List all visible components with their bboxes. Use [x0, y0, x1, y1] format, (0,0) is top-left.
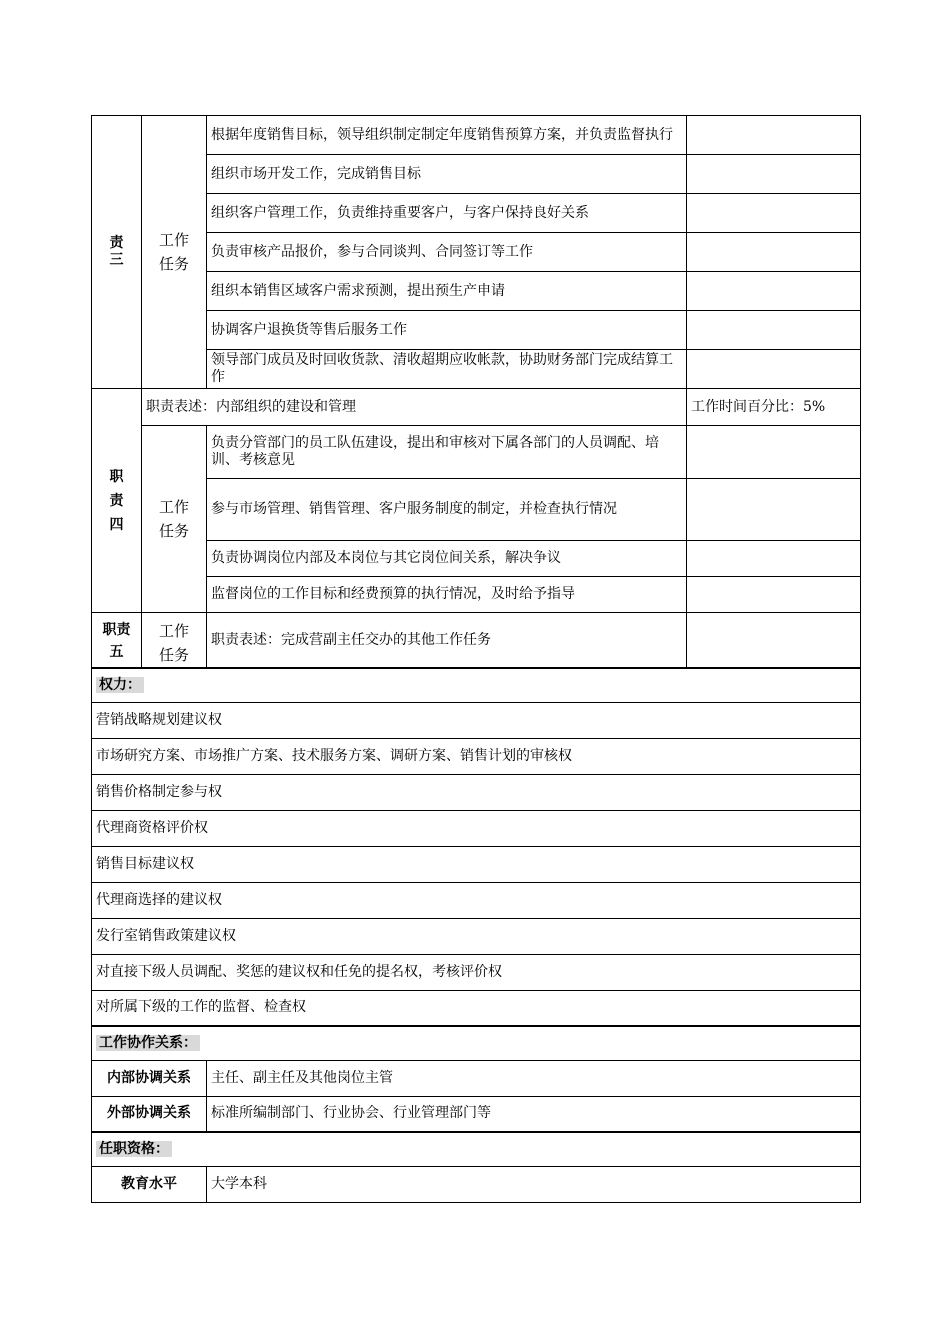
- duty3-task: 根据年度销售目标，领导组织制定制定年度销售预算方案，并负责监督执行: [207, 116, 687, 155]
- duty5-label: 职责 五: [92, 613, 142, 669]
- relations-header-cell: [92, 1026, 861, 1060]
- duty3-note-cell: [687, 311, 861, 350]
- authority-item: 市场研究方案、市场推广方案、技术服务方案、调研方案、销售计划的审核权: [92, 738, 861, 774]
- duty5-note-cell: [687, 613, 861, 669]
- duty3-task: 协调客户退换货等售后服务工作: [207, 311, 687, 350]
- duties-table: [91, 115, 861, 1203]
- education-value: 大学本科: [207, 1166, 861, 1202]
- duty4-task: 监督岗位的工作目标和经费预算的执行情况，及时给予指导: [207, 577, 687, 613]
- duty4-description: 职责表述：内部组织的建设和管理: [142, 389, 687, 426]
- authority-item: 销售价格制定参与权: [92, 774, 861, 810]
- duty3-note-cell: [687, 233, 861, 272]
- duty3-label: 责 三: [92, 116, 142, 389]
- duty4-note-cell: [687, 426, 861, 479]
- duty4-label: 职 责 四: [92, 389, 142, 613]
- authority-item: 代理商资格评价权: [92, 810, 861, 846]
- duty4-task: 负责协调岗位内部及本岗位与其它岗位间关系，解决争议: [207, 541, 687, 577]
- authority-item: 销售目标建议权: [92, 846, 861, 882]
- duty4-note-cell: [687, 577, 861, 613]
- duty3-task-label: 工作 任务: [142, 116, 207, 389]
- duty3-task: 组织市场开发工作，完成销售目标: [207, 155, 687, 194]
- duty3-note-cell: [687, 155, 861, 194]
- duty3-note-cell: [687, 194, 861, 233]
- authority-header: 权力：: [96, 677, 144, 693]
- duty4-time-percent: 工作时间百分比：5%: [687, 389, 861, 426]
- duty4-note-cell: [687, 479, 861, 541]
- duty4-task: 负责分管部门的员工队伍建设，提出和审核对下属各部门的人员调配、培训、考核意见: [207, 426, 687, 479]
- duty4-task-label: 工作 任务: [142, 426, 207, 613]
- qualification-header-cell: [92, 1132, 861, 1166]
- duty3-task: 组织客户管理工作，负责维持重要客户，与客户保持良好关系: [207, 194, 687, 233]
- external-relations-label: 外部协调关系: [92, 1096, 207, 1132]
- duty3-note-cell: [687, 116, 861, 155]
- duty4-task: 参与市场管理、销售管理、客户服务制度的制定，并检查执行情况: [207, 479, 687, 541]
- job-description-document: [91, 115, 860, 1203]
- duty3-task: 负责审核产品报价，参与合同谈判、合同签订等工作: [207, 233, 687, 272]
- authority-header-cell: [92, 668, 861, 702]
- internal-relations-label: 内部协调关系: [92, 1060, 207, 1096]
- authority-item: 对直接下级人员调配、奖惩的建议权和任免的提名权，考核评价权: [92, 954, 861, 990]
- duty5-description: 职责表述：完成营副主任交办的其他工作任务: [207, 613, 687, 669]
- authority-item: 代理商选择的建议权: [92, 882, 861, 918]
- duty3-task: 领导部门成员及时回收货款、清收超期应收帐款，协助财务部门完成结算工作: [207, 350, 687, 389]
- authority-item: 对所属下级的工作的监督、检查权: [92, 990, 861, 1026]
- authority-item: 营销战略规划建议权: [92, 702, 861, 738]
- internal-relations-value: 主任、副主任及其他岗位主管: [207, 1060, 861, 1096]
- education-label: 教育水平: [92, 1166, 207, 1202]
- duty3-note-cell: [687, 350, 861, 389]
- duty5-task-label: 工作 任务: [142, 613, 207, 669]
- relations-header: 工作协作关系：: [96, 1035, 200, 1051]
- duty3-note-cell: [687, 272, 861, 311]
- external-relations-value: 标准所编制部门、行业协会、行业管理部门等: [207, 1096, 861, 1132]
- duty3-task: 组织本销售区域客户需求预测，提出预生产申请: [207, 272, 687, 311]
- qualification-header: 任职资格：: [96, 1141, 172, 1157]
- duty4-note-cell: [687, 541, 861, 577]
- authority-item: 发行室销售政策建议权: [92, 918, 861, 954]
